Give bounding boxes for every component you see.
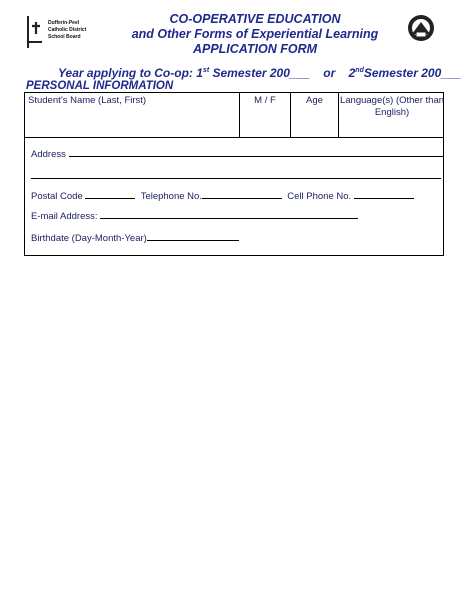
birthdate-label: Birthdate (Day-Month-Year) — [31, 233, 147, 244]
student-info-table — [24, 92, 444, 138]
phone-row — [31, 190, 414, 202]
contact-details-box — [24, 138, 444, 256]
email-line[interactable] — [100, 210, 358, 219]
first-semester-sup: st — [202, 67, 210, 74]
address-line-1[interactable] — [69, 148, 444, 157]
second-semester-field[interactable]: Semester 200___ — [363, 66, 462, 80]
logo-line-3: School Board — [48, 34, 81, 40]
age-cell[interactable] — [290, 93, 338, 137]
title-line-3: APPLICATION FORM — [192, 42, 318, 56]
address-row — [31, 148, 444, 160]
personal-information-heading: PERSONAL INFORMATION — [26, 80, 174, 92]
address-line-2[interactable] — [31, 170, 441, 179]
cell-phone-label: Cell Phone No. — [287, 191, 352, 202]
logo-text — [48, 20, 86, 41]
second-semester-sup: nd — [355, 67, 364, 74]
sex-label: M / F — [254, 95, 276, 106]
logo-line-2: Catholic District — [48, 27, 87, 33]
student-name-label: Student’s Name (Last, First) — [28, 95, 147, 106]
school-board-logo — [24, 14, 104, 50]
birthdate-line[interactable] — [147, 232, 239, 241]
email-row — [31, 210, 358, 222]
form-title — [130, 12, 380, 57]
language-cell[interactable] — [338, 93, 445, 137]
logo-line-1: Dufferin-Peel — [48, 20, 80, 26]
year-label: Year applying to Co-op: — [58, 66, 193, 80]
postal-code-line[interactable] — [85, 190, 135, 199]
sex-cell[interactable] — [239, 93, 290, 137]
year-applying-line — [58, 66, 461, 80]
first-semester-field[interactable]: Semester 200___ — [212, 66, 310, 80]
age-label: Age — [306, 95, 323, 106]
crest-icon — [406, 14, 436, 44]
postal-code-label: Postal Code — [31, 191, 83, 202]
telephone-label: Telephone No. — [140, 191, 202, 202]
cell-phone-line[interactable] — [354, 190, 414, 199]
second-semester-num: 2 — [348, 66, 356, 80]
cross-logo-icon — [24, 14, 46, 50]
student-name-cell[interactable] — [25, 93, 239, 137]
birthdate-row — [31, 232, 239, 244]
or-text: or — [323, 66, 336, 80]
address-row-2 — [31, 170, 441, 182]
telephone-line[interactable] — [202, 190, 282, 199]
title-line-1: CO-OPERATIVE EDUCATION — [169, 12, 341, 26]
language-label: Language(s) (Other than English) — [339, 95, 445, 118]
email-label: E-mail Address: — [31, 211, 98, 222]
title-line-2: and Other Forms of Experiential Learning — [131, 27, 379, 41]
first-semester-num: 1 — [196, 66, 203, 80]
address-label: Address — [31, 149, 66, 160]
